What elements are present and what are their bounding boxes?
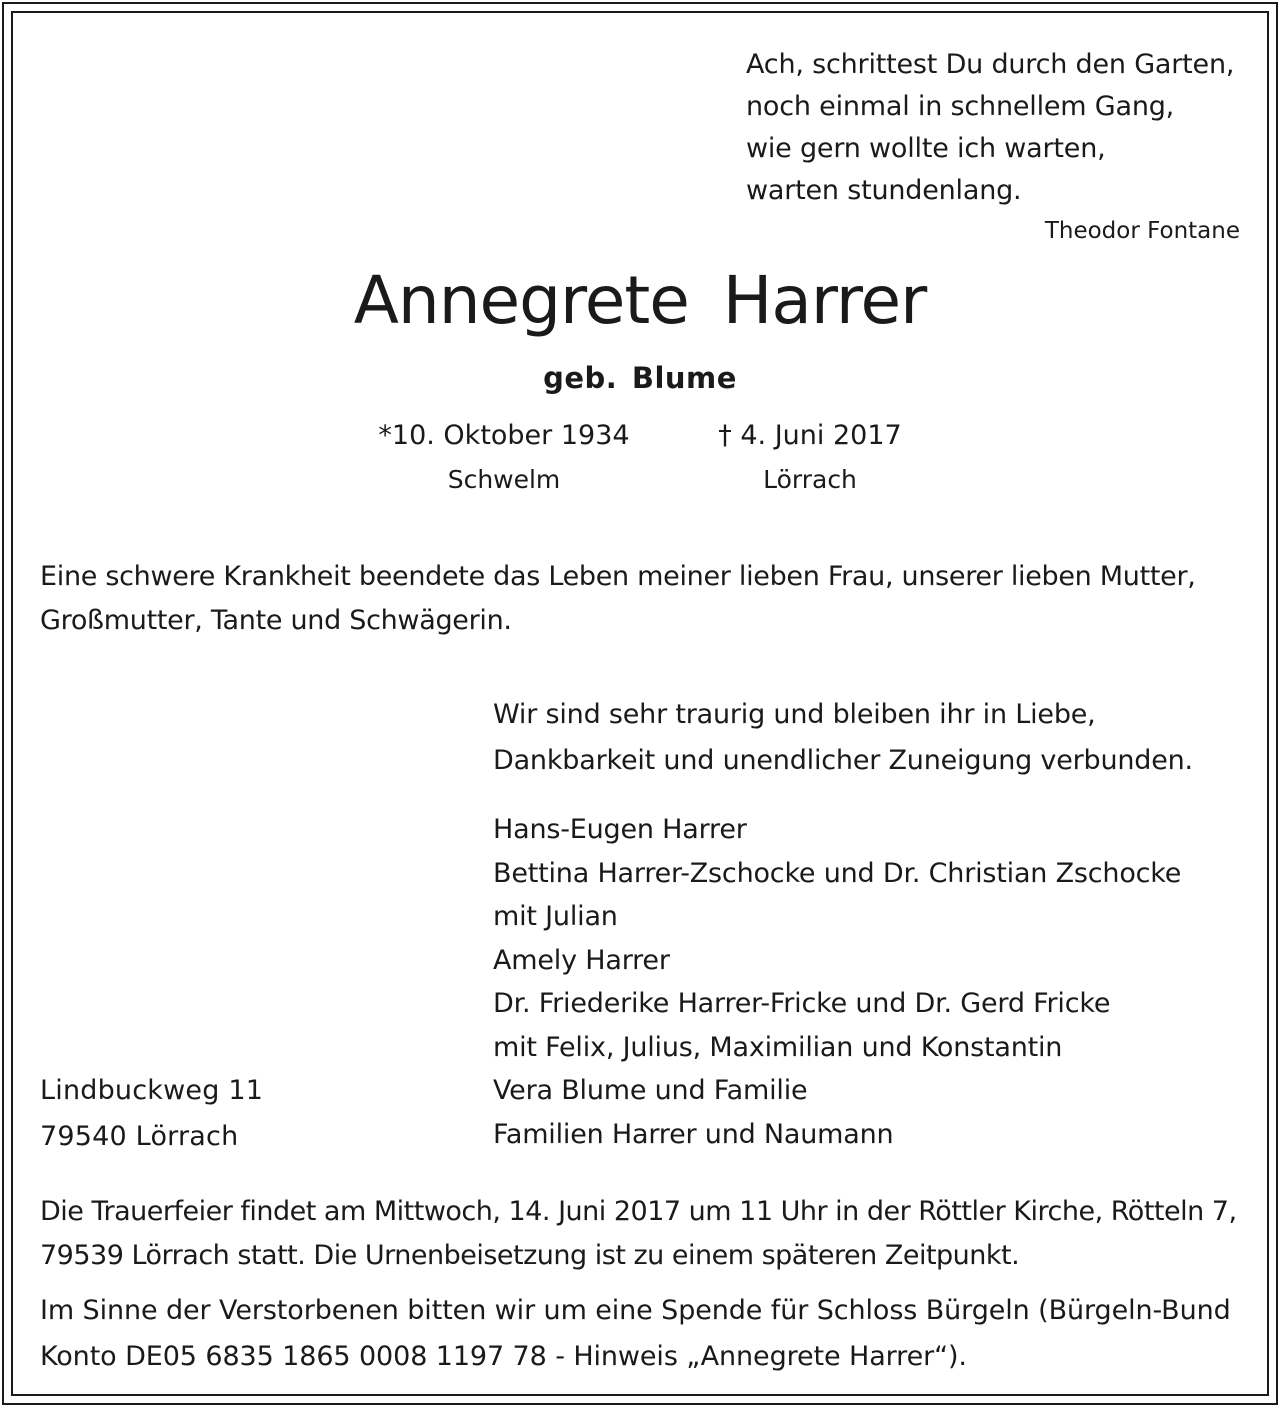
family-member: Amely Harrer bbox=[493, 944, 670, 976]
donation-notice bbox=[40, 1288, 1231, 1380]
quote-author: Theodor Fontane bbox=[1044, 218, 1240, 244]
family-member: Vera Blume und Familie bbox=[493, 1075, 808, 1106]
deceased-name: Annegrete Harrer bbox=[353, 262, 927, 339]
donation-line: Im Sinne der Verstorbenen bitten wir um eine Spende für Schloss Bürgeln (Bürgeln-Bund bbox=[40, 1295, 1231, 1326]
sorrow-text bbox=[493, 692, 1193, 784]
funeral-line: 79539 Lörrach statt. Die Urnenbeisetzung ist zu einem späteren Zeitpunkt. bbox=[40, 1240, 1020, 1271]
maiden-name: geb. Blume bbox=[543, 361, 737, 395]
donation-line: Konto DE05 6835 1865 0008 1197 78 - Hinweis „Annegrete Harrer“). bbox=[40, 1341, 967, 1372]
family-member: Bettina Harrer-Zschocke und Dr. Christian Zschocke bbox=[493, 857, 1182, 889]
family-member: mit Felix, Julius, Maximilian und Konstantin bbox=[493, 1031, 1063, 1063]
family-list bbox=[493, 808, 1181, 1156]
family-member: Familien Harrer und Naumann bbox=[493, 1118, 894, 1150]
birth-place: Schwelm bbox=[447, 465, 561, 494]
quote-line: wie gern wollte ich warten, bbox=[746, 133, 1106, 164]
quote-line: noch einmal in schnellem Gang, bbox=[746, 91, 1175, 122]
intro-text bbox=[40, 555, 1196, 643]
quote-line: Ach, schrittest Du durch den Garten, bbox=[746, 49, 1235, 80]
death-date: † 4. Juni 2017 bbox=[718, 420, 902, 451]
address-city: 79540 Lörrach bbox=[40, 1121, 239, 1152]
family-member: Hans-Eugen Harrer bbox=[493, 814, 747, 845]
funeral-notice bbox=[40, 1190, 1237, 1278]
intro-line: Großmutter, Tante und Schwägerin. bbox=[40, 605, 512, 636]
quote-poem bbox=[746, 44, 1234, 212]
intro-line: Eine schwere Krankheit beendete das Leben meiner lieben Frau, unserer lieben Mutter, bbox=[40, 561, 1196, 592]
address-block bbox=[40, 1068, 263, 1160]
sorrow-line: Dankbarkeit und unendlicher Zuneigung verbunden. bbox=[493, 745, 1193, 776]
death-place: Lörrach bbox=[763, 465, 857, 494]
sorrow-line: Wir sind sehr traurig und bleiben ihr in Liebe, bbox=[493, 699, 1096, 730]
funeral-line: Die Trauerfeier findet am Mittwoch, 14. Juni 2017 um 11 Uhr in der Röttler Kirche, Rötteln 7, bbox=[40, 1196, 1237, 1227]
quote-line: warten stundenlang. bbox=[746, 175, 1022, 206]
address-street: Lindbuckweg 11 bbox=[40, 1075, 264, 1106]
family-member: Dr. Friederike Harrer-Fricke und Dr. Gerd Fricke bbox=[493, 988, 1111, 1019]
birth-date: *10. Oktober 1934 bbox=[378, 420, 630, 451]
family-member: mit Julian bbox=[493, 901, 618, 932]
